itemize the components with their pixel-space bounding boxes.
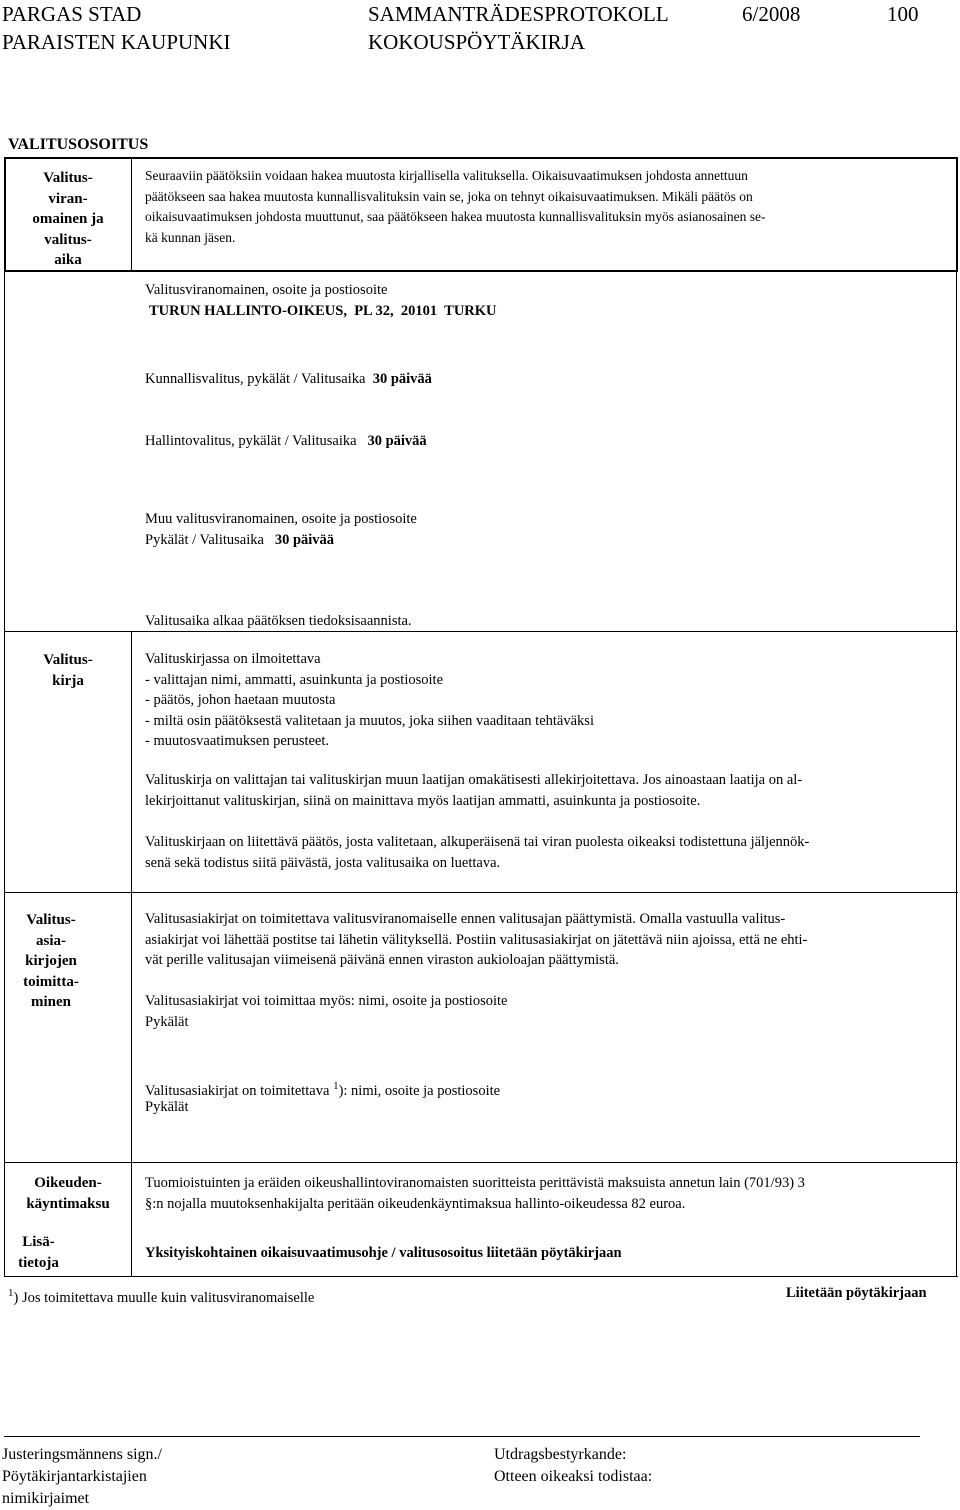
doc-type-sv: SAMMANTRÄDESPROTOKOLL: [368, 2, 669, 26]
intro-text: Seuraaviin päätöksiin voidaan hakea muutosta kirjallisella valituksella. Oikaisuvaatimuksen johdosta annettuun päätökseen saa hakea muutosta kunnallisvalituksin vain se, joka on tehnyt oikaisuvaatimuksen. Mikäli päätös on oikaisuvaatimuksen johdosta muuttunut, saa päätökseen hakea muutosta kunnallisvalituksin myös asianosainen se- kä kunnan jäsen.: [145, 168, 766, 245]
left-border: [4, 157, 5, 1277]
column-divider-lower: [131, 631, 132, 1277]
side-label-court-fee: Oikeuden- käyntimaksu: [26, 1175, 110, 1212]
doc-type-fi: KOKOUSPÖYTÄKIRJA: [368, 30, 586, 54]
delivery-sections: Pykälät: [145, 1099, 189, 1115]
appeal-letter-requirements: Valituskirjassa on ilmoitettava - valittajan nimi, ammatti, asuinkunta ja postiosoite - päätös, johon haetaan muutosta - miltä osin päätöksestä valitetaan ja muutos, joka siihen vaaditaan tehtäväksi - muutosvaatimuksen perusteet.: [145, 651, 594, 749]
alternate-delivery-label: Valitusasiakirjat voi toimittaa myös: nimi, osoite ja postiosoite: [145, 993, 508, 1009]
side-label-authority: Valitus- viran- omainen ja valitus- aika: [32, 170, 104, 268]
block-divider-2: [4, 892, 958, 893]
block-divider-3: [4, 1162, 958, 1163]
side-label-appeal-letter: Valitus- kirja: [43, 652, 93, 689]
right-border: [956, 157, 957, 1277]
side-label-delivery: Valitus- asia- kirjojen toimitta- minen: [23, 912, 79, 1010]
footnote: $^1$) Jos toimitettava muulle kuin valitusviranomaiselle: [8, 1287, 315, 1306]
page-number: 100: [887, 2, 919, 26]
court-fee-text: Tuomioistuinten ja eräiden oikeushallintoviranomaisten suoritteista perittävistä maksuista annetun lain (701/93) 3 §:n nojalla muutoksenhakijalta peritään oikeudenkäyntimaksua hallinto-oikeudessa 82 euroa.: [145, 1175, 805, 1212]
issue-number: 6/2008: [742, 2, 801, 26]
authority-value: TURUN HALLINTO-OIKEUS, PL 32, 20101 TURKU: [149, 303, 497, 319]
column-divider: [131, 157, 132, 272]
section-title: VALITUSOSOITUS: [8, 136, 149, 153]
org-name-sv: PARAISTEN KAUPUNKI: [2, 30, 231, 54]
org-name-fi: PARGAS STAD: [2, 2, 142, 26]
other-authority-line: Pykälät / Valitusaika 30 päivää: [145, 532, 335, 548]
alternate-delivery-sections: Pykälät: [145, 1014, 189, 1030]
municipal-appeal-line: Kunnallisvalitus, pykälät / Valitusaika 30 päivää: [145, 371, 432, 387]
signature-line: [4, 1436, 920, 1437]
appeal-letter-attachment-text: Valituskirjaan on liitettävä päätös, josta valitetaan, alkuperäisenä tai viran puolesta oikeaksi todistettuna jäljennök- senä sekä todistus siitä päivästä, josta valitusaika on luettava.: [145, 834, 810, 871]
admin-appeal-line: Hallintovalitus, pykälät / Valitusaika 30 päivää: [145, 433, 427, 449]
other-authority-label: Muu valitusviranomainen, osoite ja postiosoite: [145, 511, 417, 527]
block-divider-4: [4, 1276, 958, 1277]
delivery-instructions: Valitusasiakirjat on toimitettava valitusviranomaiselle ennen valitusajan päättymistä. Omalla vastuulla valitus- asiakirjat voi lähettää postitse tai lähetin välityksellä. Postiin valitusasiakirjat on jätettävä niin ajoissa, että ne ehti- vät perille valitusajan viimeisenä päivänä ennen viraston aukioloajan päättymistä.: [145, 911, 808, 968]
attached-note: Liitetään pöytäkirjaan: [786, 1285, 927, 1301]
signature-left: Justeringsmännens sign./ Pöytäkirjantarkistajien nimikirjaimet: [2, 1446, 162, 1507]
signature-right: Utdragsbestyrkande: Otteen oikeaksi todistaa:: [494, 1446, 653, 1485]
authority-label: Valitusviranomainen, osoite ja postiosoite: [145, 282, 388, 298]
delivery-address-label: Valitusasiakirjat on toimitettava $^1$): nimi, osoite ja postiosoite: [145, 1080, 501, 1099]
side-label-extra-info: Lisä- tietoja: [18, 1234, 59, 1271]
appeal-period-start: Valitusaika alkaa päätöksen tiedoksisaannista.: [145, 613, 412, 629]
appeal-letter-signature-text: Valituskirja on valittajan tai valituskirjan muun laatijan omakätisesti allekirjoitettava. Jos ainoastaan laatija on al- lekirjoittanut valituskirjan, siinä on mainittava myös laatijan ammatti, asuinkunta ja postiosoite.: [145, 772, 803, 809]
extra-info-text: Yksityiskohtainen oikaisuvaatimusohje / valitusosoitus liitetään pöytäkirjaan: [145, 1245, 622, 1261]
